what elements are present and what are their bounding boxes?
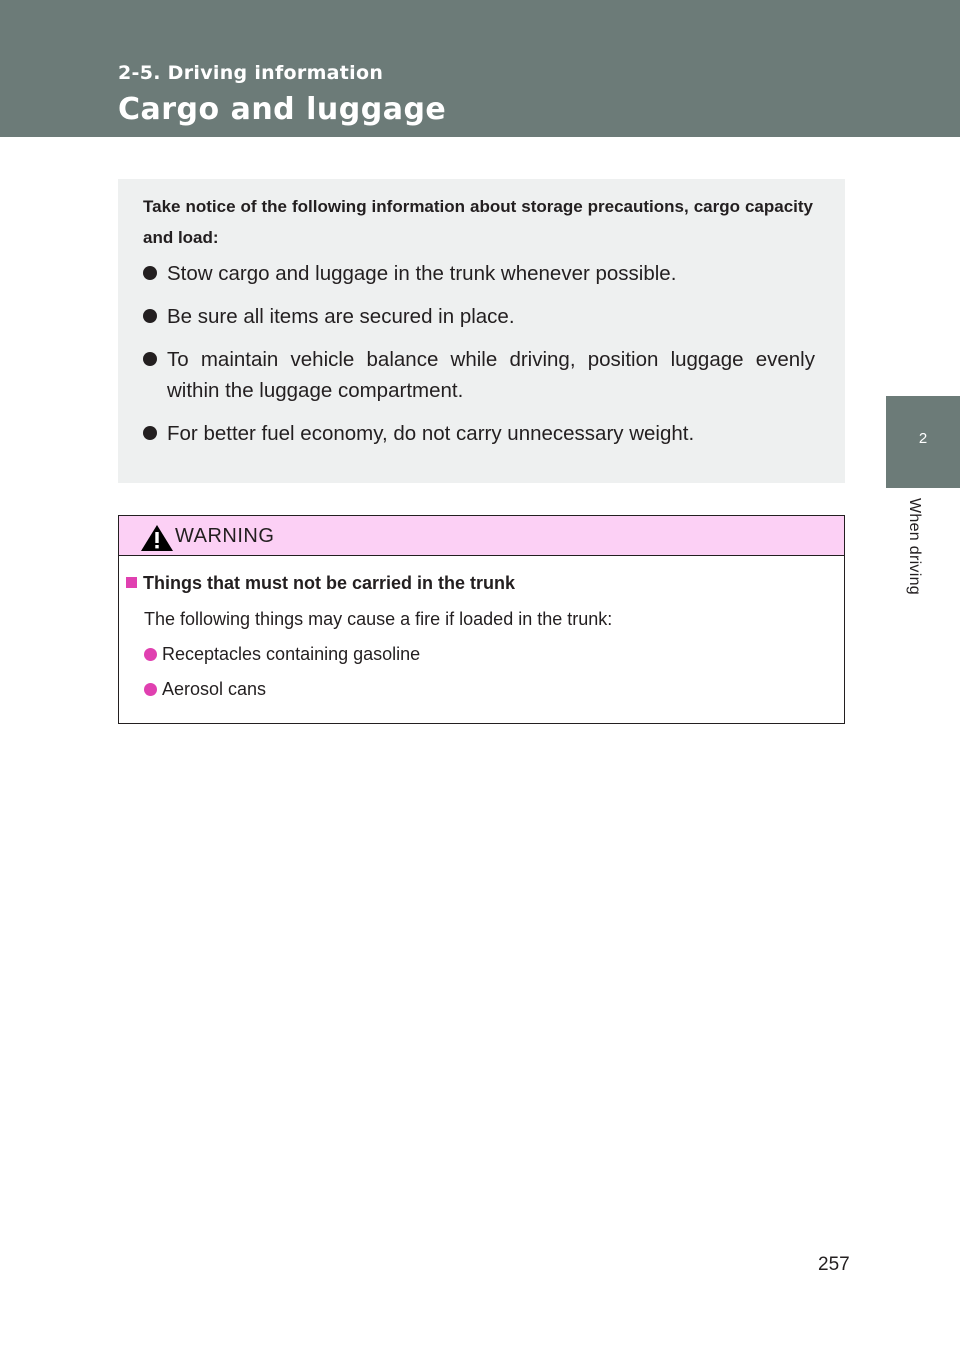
page-number: 257 bbox=[818, 1254, 850, 1275]
warning-text: The following things may cause a fire if loaded in the trunk: bbox=[144, 609, 613, 629]
warning-title: WARNING bbox=[175, 525, 275, 547]
warning-box bbox=[118, 515, 845, 724]
page-header bbox=[0, 0, 960, 137]
list-item bbox=[143, 344, 815, 406]
warning-item-list bbox=[144, 643, 420, 713]
bullet-icon bbox=[143, 309, 157, 323]
list-item bbox=[144, 643, 420, 665]
warning-subheading bbox=[126, 573, 515, 594]
chapter-tab bbox=[886, 396, 960, 488]
warning-triangle-icon bbox=[140, 524, 174, 552]
list-item bbox=[143, 301, 815, 332]
list-item-text: Be sure all items are secured in place. bbox=[167, 305, 515, 328]
list-item-text: Stow cargo and luggage in the trunk whenever possible. bbox=[167, 262, 677, 285]
list-item bbox=[143, 258, 815, 289]
page-title: Cargo and luggage bbox=[118, 92, 447, 127]
section-label: 2-5. Driving information bbox=[118, 62, 384, 84]
bullet-icon bbox=[143, 352, 157, 366]
bullet-icon bbox=[144, 683, 157, 696]
chapter-label: When driving bbox=[906, 498, 923, 595]
list-item-text: To maintain vehicle balance while driving, position luggage evenly within the luggage compartment. bbox=[167, 348, 815, 402]
bullet-icon bbox=[144, 648, 157, 661]
intro-bullet-list bbox=[143, 258, 815, 461]
list-item-text: For better fuel economy, do not carry unnecessary weight. bbox=[167, 422, 695, 445]
square-bullet-icon bbox=[126, 577, 137, 588]
list-item-text: Aerosol cans bbox=[162, 679, 267, 699]
list-item bbox=[143, 418, 815, 449]
chapter-number: 2 bbox=[918, 430, 928, 447]
intro-text: Take notice of the following information about storage precautions, cargo capacity and load: bbox=[143, 197, 813, 247]
list-item bbox=[144, 678, 420, 700]
intro-box bbox=[118, 179, 845, 483]
warning-header bbox=[119, 516, 844, 556]
warning-subheading-text: Things that must not be carried in the trunk bbox=[143, 573, 516, 593]
bullet-icon bbox=[143, 266, 157, 280]
list-item-text: Receptacles containing gasoline bbox=[162, 644, 421, 664]
bullet-icon bbox=[143, 426, 157, 440]
